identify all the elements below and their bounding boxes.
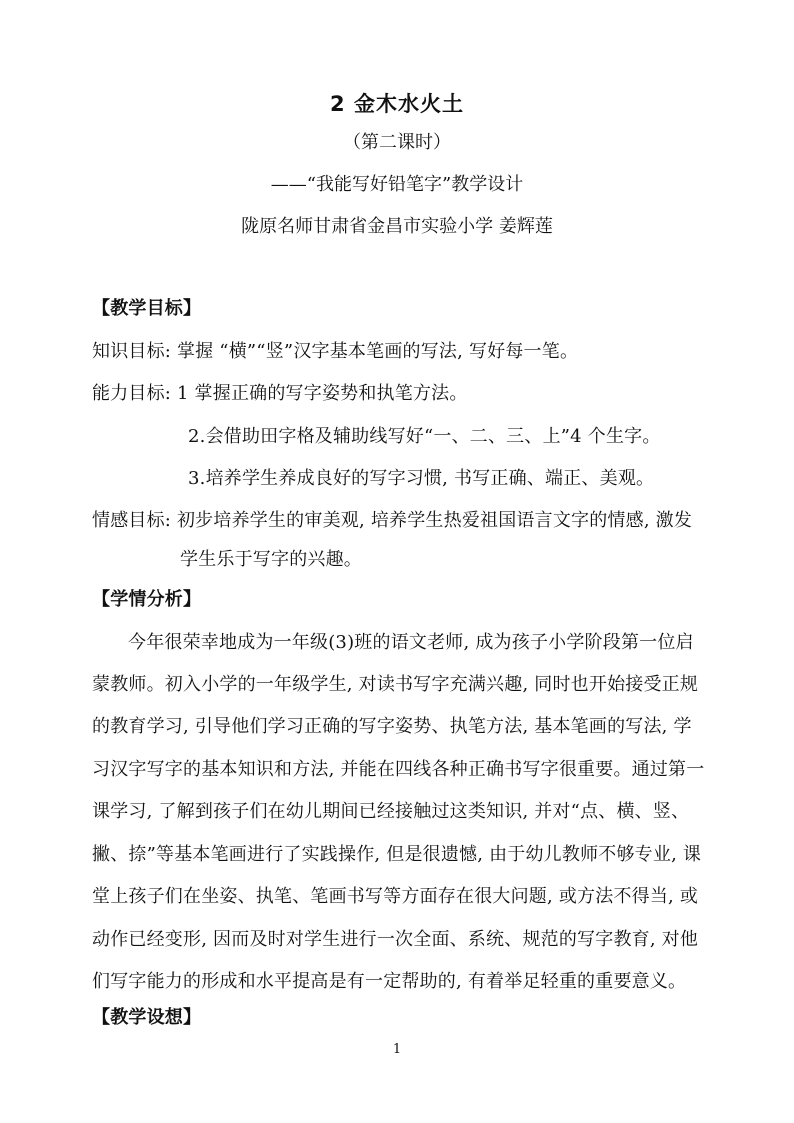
analysis-line: 们写字能力的形成和水平提高是有一定帮助的, 有着举足轻重的重要意义。 [92, 971, 687, 992]
analysis-line: 课学习, 了解到孩子们在幼儿期间已经接触过这类知识, 并对“点、横、竖、 [92, 801, 690, 822]
analysis-line: 动作已经变形, 因而及时对学生进行一次全面、系统、规范的写字教育, 对他 [92, 929, 699, 950]
analysis-line: 的教育学习, 引导他们学习正确的写字姿势、执笔方法, 基本笔画的写法, 学 [92, 716, 692, 737]
page-number: 1 [392, 1042, 402, 1057]
analysis-heading: 【学情分析】 [92, 589, 202, 610]
emotion-goal-line-2: 学生乐于写字的兴趣。 [180, 549, 362, 570]
analysis-line: 蒙教师。初入小学的一年级学生, 对读书写字充满兴趣, 同时也开始接受正规 [92, 674, 699, 695]
document-author: 陇原名师甘肃省金昌市实验小学 姜辉莲 [241, 216, 553, 237]
emotion-goal-line-1: 情感目标: 初步培养学生的审美观, 培养学生热爱祖国语言文字的情感, 激发 [92, 510, 693, 531]
document-tagline: ——“我能写好铅笔字”教学设计 [270, 174, 524, 195]
ability-goal-2: 2.会借助田字格及辅助线写好“一、二、三、上”4 个生字。 [188, 426, 661, 447]
document-title: 2 金木水火土 [330, 92, 464, 116]
analysis-line: 撇、捺”等基本笔画进行了实践操作, 但是很遗憾, 由于幼儿教师不够专业, 课 [92, 844, 702, 865]
ability-goal-3: 3.培养学生养成良好的写字习惯, 书写正确、端正、美观。 [188, 468, 655, 489]
analysis-line: 堂上孩子们在坐姿、执笔、笔画书写等方面存在很大问题, 或方法不得当, 或 [92, 886, 699, 907]
design-heading: 【教学设想】 [92, 1007, 202, 1028]
analysis-line: 习汉字写字的基本知识和方法, 并能在四线各种正确书写字很重要。通过第一 [92, 759, 705, 780]
knowledge-goal: 知识目标: 掌握 “横”“竖”汉字基本笔画的写法, 写好每一笔。 [92, 341, 579, 362]
ability-goal-1: 能力目标: 1 掌握正确的写字姿势和执笔方法。 [92, 383, 468, 404]
document-subtitle: （第二课时） [343, 132, 451, 153]
goals-heading: 【教学目标】 [92, 298, 202, 319]
analysis-line: 今年很荣幸地成为一年级(3)班的语文老师, 成为孩子小学阶段第一位启 [128, 632, 694, 653]
